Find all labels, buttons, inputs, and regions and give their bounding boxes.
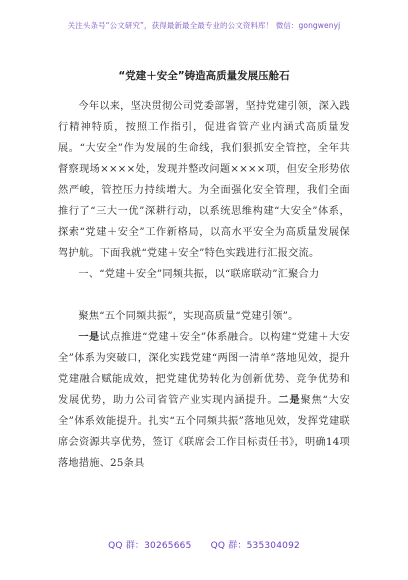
section-heading-1: 一、“党建＋安全”同频共振，以“联席联动”汇聚合力 (78, 269, 320, 280)
paragraph-spacer (58, 285, 350, 306)
paragraph-points (58, 327, 350, 474)
document-title: “党建＋安全”铸造高质量发展压舱石 (118, 70, 290, 82)
document-body (58, 96, 350, 474)
point-2-text: 聚焦“大安全”体系效能提升。扎实“五个同频共振”落地见效，发挥党建联席会资源共享优势，签订《联席会工作目标责任书》，明确14项落地措施、25条具 (58, 395, 351, 469)
point-1-text: 试点推进“党建＋安全”体系融合。以构建“党建＋大安全”体系为突破口，深化实践党建“两图一清单”落地见效，提升党建融合赋能成效，把党建优势转化为创新优势、竞争优势和发展优势，助力公司省管产业实现内涵提升。 (58, 332, 351, 406)
promo-footer (0, 538, 408, 551)
point-1-label: 一是 (78, 331, 100, 343)
qq-group-1: QQ 群：30265665 (108, 541, 192, 551)
promo-header: 关注头条号“公文研究”，获得最新最全最专业的公文资料库！ 微信：gongwenyj (67, 21, 341, 30)
point-2-label: 二是 (278, 394, 301, 406)
qq-group-2: QQ 群：535304092 (210, 541, 300, 551)
paragraph-intro: 今年以来，坚决贯彻公司党委部署，坚持党建引领，深入践行精神特质，按照工作指引，促进省管产业内涵式高质量发展。“大安全”作为发展的生命线，我们狠抓安全管控，全年共督察现场××××处，发现并整改问题××××项，但安全形势依然严峻，管控压力持续增大。为全面强化安全管理，我们全面推行了“三大一优”深耕行动，以系统思维构建“大安全”体系，探索“党建＋安全”工作新格局，以高水平安全为高质量发展保驾护航。下面我就“党建＋安全”特色实践进行汇报交流。 (58, 101, 350, 259)
paragraph-lead: 聚焦“五个同频共振”，实现高质量“党建引领”。 (78, 311, 299, 322)
